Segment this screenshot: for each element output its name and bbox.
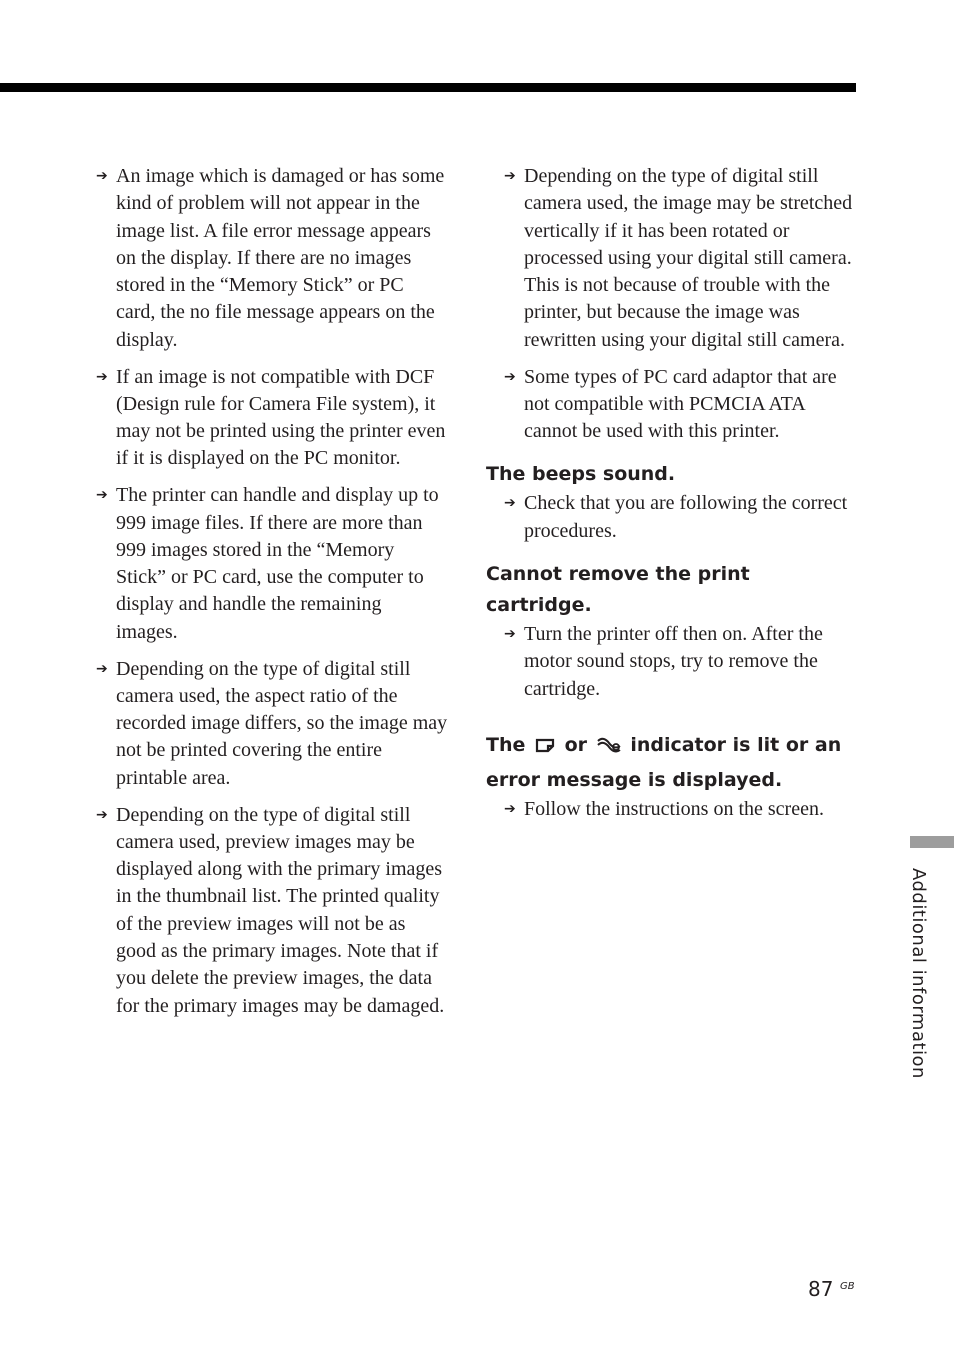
list-item <box>96 802 448 1020</box>
list-item <box>504 490 860 545</box>
section-heading: Cannot remove the print cartridge. <box>486 563 750 617</box>
item-text: Follow the instructions on the screen. <box>524 797 824 820</box>
arrow-icon: ➔ <box>96 368 108 385</box>
list-item <box>96 364 448 473</box>
arrow-icon: ➔ <box>504 495 516 512</box>
list-item <box>96 163 448 354</box>
section-heading: The beeps sound. <box>486 463 676 486</box>
list-item <box>504 796 860 823</box>
arrow-icon: ➔ <box>504 626 516 643</box>
item-text: The printer can handle and display up to 999 image files. If there are more than 999 images stored in the “Memory Stick” or PC card, use the computer to display and handle the remaining images. <box>116 484 439 643</box>
arrow-icon: ➔ <box>96 487 108 504</box>
item-text: An image which is damaged or has some kind of problem will not appear in the image list. A file error message appears on the display. If there are no images stored in the “Memory Stick” or PC card, the no file message appears on the display. <box>116 165 445 351</box>
item-text: Depending on the type of digital still camera used, the image may be stretched vertically if it has been rotated or processed using your digital still camera. This is not because of trouble with the printer, but because the image was rewritten using your digital still camera. <box>524 165 853 351</box>
list-item <box>96 656 448 792</box>
arrow-icon: ➔ <box>96 168 108 184</box>
item-text: Some types of PC card adaptor that are not compatible with PCMCIA ATA cannot be used with this printer. <box>524 365 837 443</box>
arrow-icon: ➔ <box>96 806 108 823</box>
arrow-icon: ➔ <box>504 368 516 385</box>
heading-text: indicator is lit or an error message is displayed. <box>486 733 842 791</box>
side-tab-marker <box>910 836 954 848</box>
paper-icon <box>534 734 556 765</box>
arrow-icon: ➔ <box>504 800 516 817</box>
right-column <box>486 163 860 833</box>
item-text: Turn the printer off then on. After the motor sound stops, try to remove the cartridge. <box>524 623 823 700</box>
ribbon-icon <box>596 734 622 765</box>
section-side-label: Additional information <box>908 868 929 1079</box>
item-text: Check that you are following the correct procedures. <box>524 492 848 542</box>
heading-text: or <box>564 733 588 756</box>
item-text: If an image is not compatible with DCF (Design rule for Camera File system), it may not be printed using the printer even if it is displayed on the PC monitor. <box>116 365 446 470</box>
page-number: 87 <box>808 1277 834 1301</box>
page-suffix: GB <box>840 1281 855 1292</box>
arrow-icon: ➔ <box>504 168 516 184</box>
header-rule <box>0 83 856 92</box>
item-text: Depending on the type of digital still camera used, preview images may be displayed along with the primary images in the thumbnail list. The printed quality of the preview images will not be as good as the primary images. Note that if you delete the preview images, the data for the primary images may be damaged. <box>116 803 445 1017</box>
heading-text: The <box>486 733 526 756</box>
list-item <box>504 163 860 354</box>
left-column <box>96 163 448 1029</box>
list-item <box>504 621 860 703</box>
item-text: Depending on the type of digital still camera used, the aspect ratio of the recorded image differs, so the image may not be printed covering the entire printable area. <box>116 657 448 789</box>
list-item <box>96 482 448 646</box>
arrow-icon: ➔ <box>96 660 108 677</box>
list-item <box>504 364 860 446</box>
section-heading <box>486 730 860 796</box>
